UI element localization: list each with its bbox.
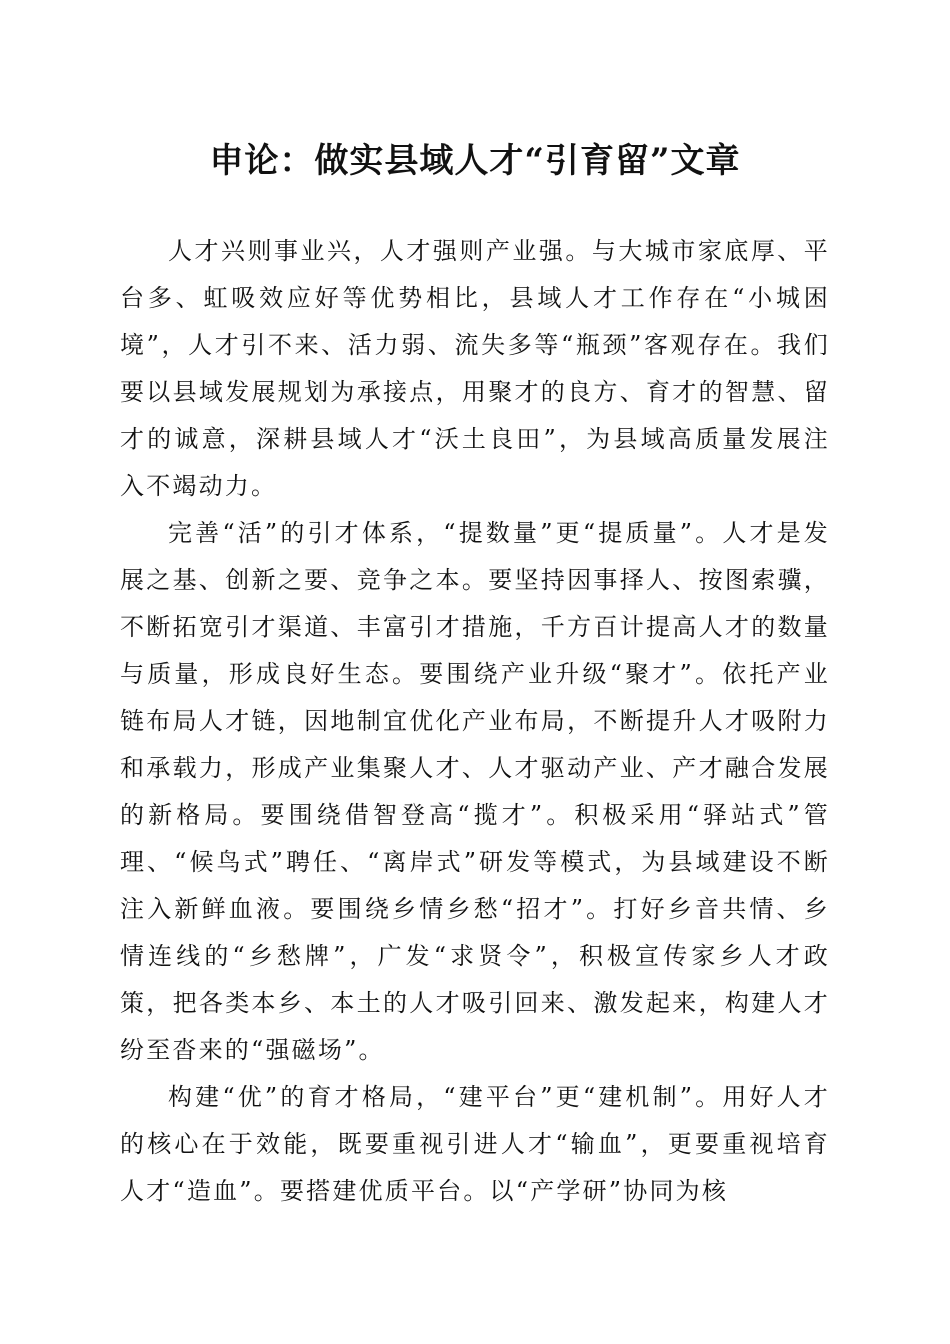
paragraph-recruit: 完善“活”的引才体系，“提数量”更“提质量”。人才是发展之基、创新之要、竞争之本。要坚持因事择人、按图索骥，不断拓宽引才渠道、丰富引才措施，千方百计提高人才的数量与质量，形成良好生态。要围绕产业升级“聚才”。依托产业链布局人才链，因地制宜优化产业布局，不断提升人才吸附力和承载力，形成产业集聚人才、人才驱动产业、产才融合发展的新格局。要围绕借智登高“揽才”。积极采用“驿站式”管理、“候鸟式”聘任、“离岸式”研发等模式，为县域建设不断注入新鲜血液。要围绕乡情乡愁“招才”。打好乡音共情、乡情连线的“乡愁牌”，广发“求贤令”，积极宣传家乡人才政策，把各类本乡、本土的人才吸引回来、激发起来，构建人才纷至沓来的“强磁场”。: [120, 519, 830, 1064]
document-body: [120, 228, 830, 1215]
paragraph-cultivate: 构建“优”的育才格局，“建平台”更“建机制”。用好人才的核心在于效能，既要重视引进人才“输血”，更要重视培育人才“造血”。要搭建优质平台。以“产学研”协同为核: [120, 1083, 830, 1205]
paragraph-intro: 人才兴则事业兴，人才强则产业强。与大城市家底厚、平台多、虹吸效应好等优势相比，县域人才工作存在“小城困境”，人才引不来、活力弱、流失多等“瓶颈”客观存在。我们要以县域发展规划为承接点，用聚才的良方、育才的智慧、留才的诚意，深耕县域人才“沃土良田”，为县域高质量发展注入不竭动力。: [120, 237, 830, 500]
document-title: 申论：做实县域人才“引育留”文章: [209, 141, 741, 181]
